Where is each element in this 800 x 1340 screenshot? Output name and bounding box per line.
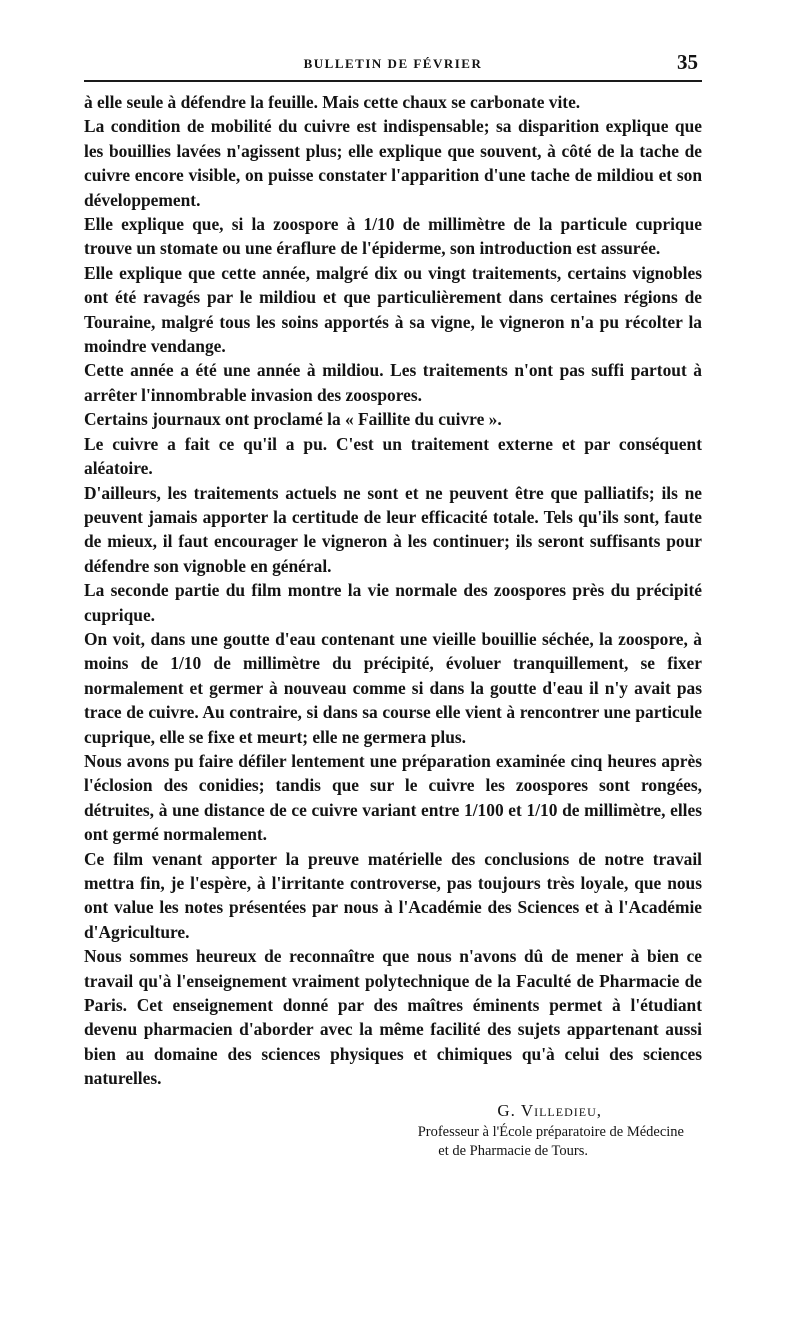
- paragraph-3: Elle explique que, si la zoospore à 1/10 de millimètre de la particule cuprique trouve un stomate ou une éraflure de l'épiderme, son introduction est assurée.: [84, 214, 702, 259]
- paragraph-7: Le cuivre a fait ce qu'il a pu. C'est un traitement externe et par conséquent aléatoire.: [84, 433, 702, 479]
- paragraph-4: Elle explique que cette année, malgré dix ou vingt traitements, certains vignobles ont été ravagés par le mildiou et que particulièrement dans certaines régions de Touraine, malgré tous les soins apportés à sa vigne, le vigneron n'a pu récolter la moindre vendange.: [84, 262, 702, 357]
- paragraph-2: La condition de mobilité du cuivre est indispensable; sa disparition explique que les bouillies lavées n'agissent plus; elle explique que souvent, à côté de la tache de cuivre encore visible, on puisse constater l'apparition d'une tache de mildiou et son développement.: [84, 116, 702, 210]
- article-body: [84, 90, 702, 1091]
- page-header: [84, 50, 702, 82]
- author-name: G. Villedieu,: [497, 1100, 602, 1120]
- paragraph-8: D'ailleurs, les traitements actuels ne sont et ne peuvent être que palliatifs; ils ne peuvent jamais apporter la certitude de leur efficacité totale. Tels qu'ils sont, faute de mieux, il faut encourager le vigneron à les continuer; ils seront suffisants pour défendre son vignoble en général.: [84, 482, 702, 576]
- paragraph-5: Cette année a été une année à mildiou. Les traitements n'ont pas suffi partout à arrêter l'innombrable invasion des zoospores.: [84, 360, 702, 405]
- paragraph-11: Nous avons pu faire défiler lentement une préparation examinée cinq heures après l'éclosion des conidies; tandis que sur le cuivre les zoospores sont rongées, détruites, à une distance de ce cuivre variant entre 1/100 et 1/10 de millimètre, elles ont germé normalement.: [84, 750, 702, 845]
- paragraph-6: Certains journaux ont proclamé la « Faillite du cuivre ».: [84, 409, 502, 430]
- author-title-line-2: et de Pharmacie de Tours.: [438, 1142, 588, 1159]
- author-title-line-1: Professeur à l'École préparatoire de Médecine: [417, 1123, 684, 1140]
- page-number: 35: [677, 50, 698, 74]
- paragraph-12: Ce film venant apporter la preuve matérielle des conclusions de notre travail mettra fin, je l'espère, à l'irritante controverse, pas toujours très loyale, que nous ont value les notes présentées par nous à l'Académie des Sciences et à l'Académie d'Agriculture.: [84, 848, 702, 942]
- paragraph-10: On voit, dans une goutte d'eau contenant une vieille bouillie séchée, la zoospore, à moins de 1/10 de millimètre du précipité, évoluer tranquillement, se fixer normalement et germer à nouveau comme si dans la goutte d'eau il n'y avait pas trace de cuivre. Au contraire, si dans sa course elle vient à rencontrer une particule cuprique, elle se fixe et meurt; elle ne germera plus.: [84, 628, 702, 747]
- paragraph-13: Nous sommes heureux de reconnaître que nous n'avons dû de mener à bien ce travail qu'à l'enseignement vraiment polytechnique de la Faculté de Pharmacie de Paris. Cet enseignement donné par des maîtres éminents permet à l'étudiant devenu pharmacien d'aborder avec la même facilité des sujets appartenant aussi bien au domaine des sciences physiques et chimiques qu'à celui des sciences naturelles.: [84, 946, 702, 1089]
- paragraph-9: La seconde partie du film montre la vie normale des zoospores près du précipité cuprique.: [84, 580, 702, 625]
- paragraph-1: à elle seule à défendre la feuille. Mais cette chaux se carbonate vite.: [84, 92, 581, 112]
- document-page: [84, 50, 702, 1161]
- signature-block: [84, 1099, 702, 1161]
- running-head: BULLETIN DE FÉVRIER: [303, 56, 483, 71]
- author-title: [84, 1123, 692, 1161]
